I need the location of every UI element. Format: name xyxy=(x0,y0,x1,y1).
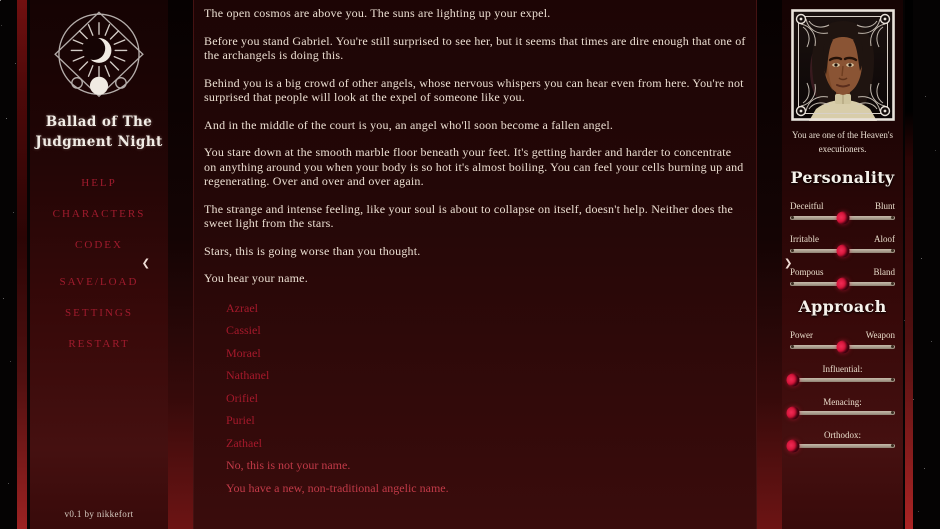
choice-new-name[interactable]: You have a new, non-traditional angelic name. xyxy=(226,480,449,495)
character-caption: You are one of the Heaven's executioners. xyxy=(792,130,893,154)
slider-track[interactable] xyxy=(790,444,895,448)
left-sidebar xyxy=(30,0,168,529)
choice-cassiel[interactable]: Cassiel xyxy=(226,323,261,337)
choice-zathael[interactable]: Zathael xyxy=(226,435,262,450)
story-area xyxy=(193,0,757,529)
slider-label-orthodox: Orthodox: xyxy=(824,429,861,440)
game-title-line2: Judgment Night xyxy=(35,134,163,151)
slider-thumb[interactable] xyxy=(787,406,800,419)
slider-label-menacing: Menacing: xyxy=(823,396,862,407)
starfield-decoration xyxy=(0,0,1,1)
game-title xyxy=(30,112,168,153)
game-logo-icon xyxy=(37,10,161,110)
slider-label-bland: Bland xyxy=(873,266,895,277)
menu-item-characters[interactable]: CHARACTERS xyxy=(52,207,146,220)
story-paragraph: You hear your name. xyxy=(204,271,308,285)
choice-puriel[interactable]: Puriel xyxy=(226,413,255,427)
slider-power-weapon xyxy=(790,330,895,349)
slider-pompous-bland xyxy=(790,267,895,286)
character-portrait xyxy=(791,9,895,121)
menu-item-restart[interactable]: RESTART xyxy=(68,337,130,350)
slider-influential xyxy=(790,364,895,382)
story-paragraph: Stars, this is going worse than you thought. xyxy=(204,243,421,258)
left-panel-gap xyxy=(168,0,193,529)
menu-item-save-load[interactable]: SAVE/LOAD xyxy=(59,275,139,288)
slider-thumb[interactable] xyxy=(787,439,800,452)
slider-orthodox xyxy=(790,430,895,448)
approach-heading: Approach xyxy=(798,296,887,316)
version-label: v0.1 by nikkefort xyxy=(64,509,134,519)
slider-track[interactable] xyxy=(790,282,895,286)
slider-track[interactable] xyxy=(790,378,895,382)
slider-label-aloof: Aloof xyxy=(874,233,895,244)
slider-thumb[interactable] xyxy=(836,211,849,224)
slider-thumb[interactable] xyxy=(836,244,849,257)
slider-label-influential: Influential: xyxy=(822,363,863,374)
slider-label-weapon: Weapon xyxy=(865,329,895,340)
slider-thumb[interactable] xyxy=(836,277,849,290)
personality-heading: Personality xyxy=(790,167,895,187)
left-accent-bar xyxy=(17,0,27,529)
choice-orifiel[interactable]: Orifiel xyxy=(226,390,258,405)
choice-morael[interactable]: Morael xyxy=(226,345,261,360)
story-paragraph: The open cosmos are above you. The suns are lighting up your expel. xyxy=(204,6,551,20)
right-sidebar xyxy=(782,0,903,529)
slider-thumb[interactable] xyxy=(836,340,849,353)
choice-list xyxy=(226,302,746,495)
slider-label-pompous: Pompous xyxy=(790,266,824,277)
slider-deceitful-blunt xyxy=(790,201,895,220)
menu-item-codex[interactable]: CODEX xyxy=(75,238,123,251)
slider-track[interactable] xyxy=(790,216,895,220)
slider-thumb[interactable] xyxy=(787,373,800,386)
slider-track[interactable] xyxy=(790,249,895,253)
menu-item-settings[interactable]: SETTINGS xyxy=(65,306,133,319)
slider-track[interactable] xyxy=(790,345,895,349)
choice-nathanel[interactable]: Nathanel xyxy=(226,368,270,382)
story-paragraph: Behind you is a big crowd of other angels, whose nervous whispers you can hear even from here. You're not surprised that people will look at the expel of someone like you. xyxy=(204,75,744,104)
right-accent-bar xyxy=(905,0,913,529)
story-paragraph: You stare down at the smooth marble floor beneath your feet. It's getting harder and harder to concentrate on anything around you when your body is so hot it's almost boiling. You can feel your cells burning up and regenerating. Over and over and over again. xyxy=(204,145,744,188)
portrait-frame-icon xyxy=(791,9,895,121)
story-paragraph: Before you stand Gabriel. You're still surprised to see her, but it seems that times are dire enough that one of the archangels is doing this. xyxy=(204,33,746,62)
story-paragraph: The strange and intense feeling, like your soul is about to collapse on itself, doesn't help. Neither does the sweet light from the stars. xyxy=(204,201,734,230)
slider-track[interactable] xyxy=(790,411,895,415)
choice-not-your-name[interactable]: No, this is not your name. xyxy=(226,458,351,472)
slider-label-blunt: Blunt xyxy=(874,200,895,211)
slider-menacing xyxy=(790,397,895,415)
menu-item-help[interactable]: HELP xyxy=(81,176,117,189)
right-panel-gap xyxy=(757,0,782,529)
choice-azrael[interactable]: Azrael xyxy=(226,300,258,315)
slider-label-power: Power xyxy=(790,329,813,340)
slider-irritable-aloof xyxy=(790,234,895,253)
story-paragraph: And in the middle of the court is you, an angel who'll soon become a fallen angel. xyxy=(204,117,614,132)
collapse-left-panel-icon[interactable]: ❮ xyxy=(141,258,150,269)
slider-label-deceitful: Deceitful xyxy=(790,200,824,211)
game-title-line1: Ballad of The xyxy=(45,114,153,130)
expand-right-panel-icon[interactable]: ❯ xyxy=(784,258,793,269)
slider-label-irritable: Irritable xyxy=(790,233,819,244)
